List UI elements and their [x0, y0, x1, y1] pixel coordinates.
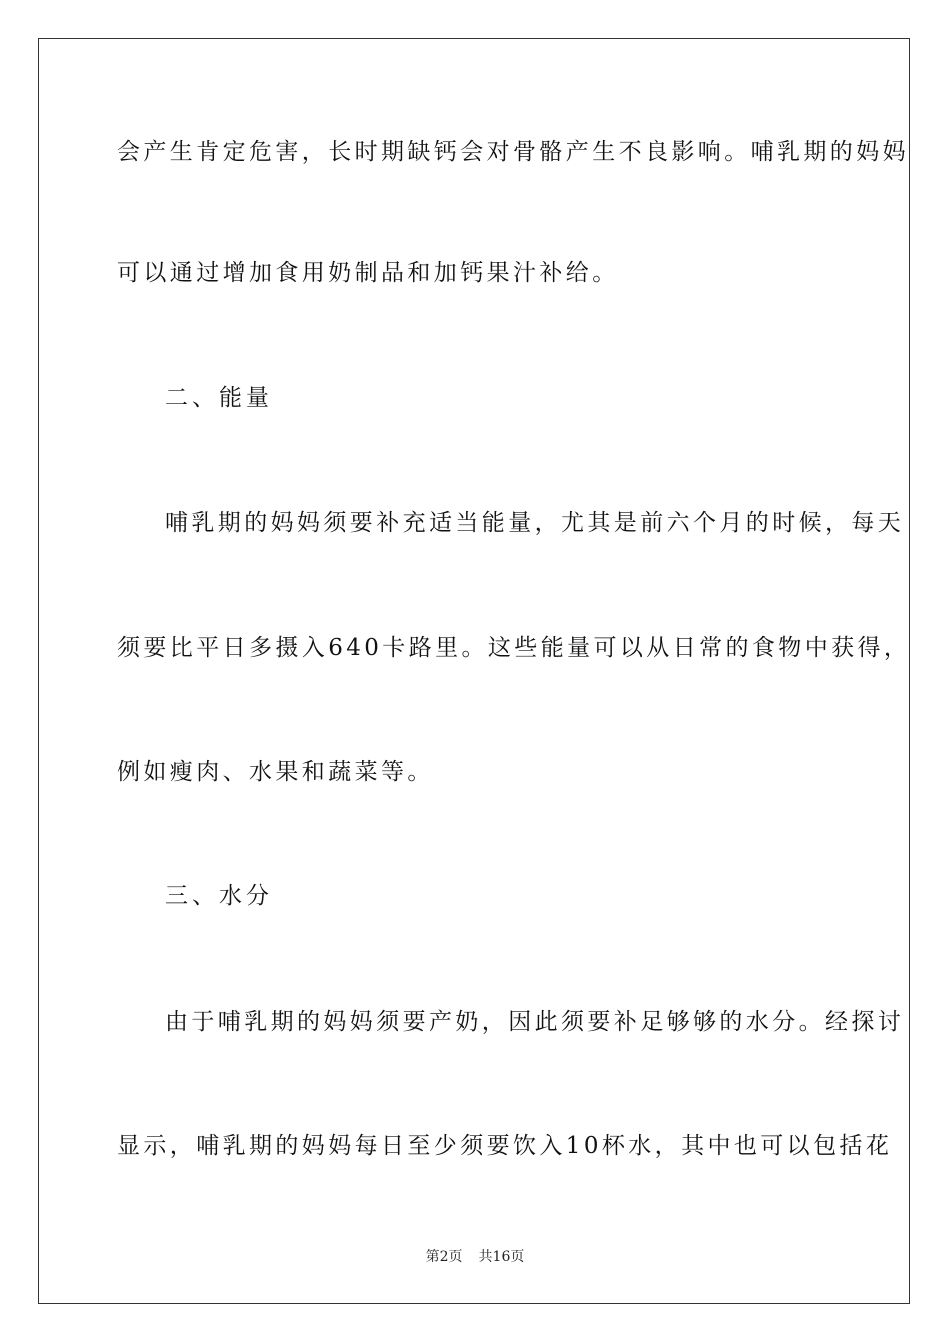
- body-text-line: 哺乳期的妈妈须要补充适当能量，尤其是前六个月的时候，每天: [165, 510, 905, 536]
- body-text-line: 可以通过增加食用奶制品和加钙果汁补给。: [117, 260, 619, 286]
- section-heading-water: 三、水分: [165, 883, 273, 909]
- page-number: 第2页: [425, 1249, 463, 1265]
- body-text-line: 例如瘦肉、水果和蔬菜等。: [117, 759, 434, 785]
- body-text-line: 须要比平日多摄入640卡路里。这些能量可以从日常的食物中获得，: [117, 635, 911, 661]
- body-text-line: 由于哺乳期的妈妈须要产奶，因此须要补足够够的水分。经探讨: [165, 1009, 905, 1035]
- body-text-line: 会产生肯定危害，长时期缺钙会对骨骼产生不良影响。哺乳期的妈妈: [117, 139, 909, 165]
- page-total: 共16页: [478, 1249, 525, 1265]
- page-footer: [0, 1247, 950, 1267]
- page-border: [38, 38, 910, 1304]
- body-text-line: 显示，哺乳期的妈妈每日至少须要饮入10杯水，其中也可以包括花: [117, 1133, 893, 1159]
- section-heading-energy: 二、能量: [165, 385, 273, 411]
